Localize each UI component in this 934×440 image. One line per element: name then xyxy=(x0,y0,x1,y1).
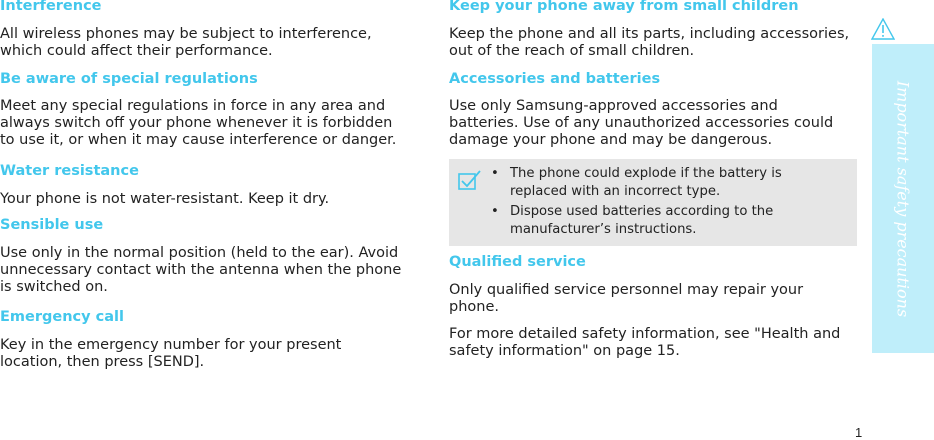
section-water xyxy=(0,163,139,180)
note-box xyxy=(449,159,857,246)
section-water-body xyxy=(0,191,329,208)
section-interference xyxy=(0,0,102,15)
section-heading: Accessories and batteries xyxy=(449,71,661,87)
sidebar-tab xyxy=(872,44,934,353)
note-line: manufacturer’s instructions. xyxy=(510,222,697,237)
body-line: safety information" on page 15. xyxy=(449,343,680,359)
section-regulations-body xyxy=(0,98,396,149)
body-line: batteries. Use of any unauthorized accessories could xyxy=(449,115,834,131)
body-line: damage your phone and may be dangerous. xyxy=(449,132,773,148)
body-line: Keep the phone and all its parts, including accessories, xyxy=(449,26,850,42)
section-heading: Water resistance xyxy=(0,163,139,179)
section-interference-body xyxy=(0,26,372,60)
section-sensible-body xyxy=(0,245,401,296)
section-heading: Interference xyxy=(0,0,102,14)
section-heading: Keep your phone away from small children xyxy=(449,0,799,14)
body-line: location, then press [SEND]. xyxy=(0,354,205,370)
body-line: is switched on. xyxy=(0,279,108,295)
note-line: The phone could explode if the battery is xyxy=(510,166,782,181)
section-heading: Be aware of special regulations xyxy=(0,71,258,87)
body-line: Use only Samsung-approved accessories and xyxy=(449,98,778,114)
sidebar-label: Important safety precautions xyxy=(893,80,913,317)
note-list xyxy=(491,165,851,241)
section-children xyxy=(449,0,799,15)
body-line: phone. xyxy=(449,299,499,315)
body-line: Key in the emergency number for your present xyxy=(0,337,342,353)
section-children-body xyxy=(449,26,849,60)
body-line: For more detailed safety information, see "Health and xyxy=(449,326,841,342)
warning-triangle-icon xyxy=(871,18,895,40)
body-line: Use only in the normal position (held to the ear). Avoid xyxy=(0,245,399,261)
section-heading: Qualified service xyxy=(449,254,586,270)
section-heading: Sensible use xyxy=(0,217,104,233)
section-heading: Emergency call xyxy=(0,309,124,325)
section-qualified xyxy=(449,254,586,271)
more-info xyxy=(449,326,840,360)
body-line: Your phone is not water-resistant. Keep it dry. xyxy=(0,191,330,207)
note-item xyxy=(491,203,851,239)
section-accessories xyxy=(449,71,660,88)
body-line: out of the reach of small children. xyxy=(449,43,695,59)
section-regulations xyxy=(0,71,258,88)
section-emergency-body xyxy=(0,337,341,371)
bullet: • xyxy=(491,204,499,219)
note-line: Dispose used batteries according to the xyxy=(510,204,774,219)
body-line: Only qualified service personnel may repair your xyxy=(449,282,804,298)
section-sensible xyxy=(0,217,103,234)
section-qualified-body xyxy=(449,282,803,316)
bullet: • xyxy=(491,166,499,181)
note-item xyxy=(491,165,851,201)
page-number: 1 xyxy=(855,425,863,440)
body-line: All wireless phones may be subject to interference, xyxy=(0,26,372,42)
body-line: which could affect their performance. xyxy=(0,43,273,59)
note-line: replaced with an incorrect type. xyxy=(510,184,721,199)
checkbox-icon xyxy=(458,169,482,191)
section-emergency xyxy=(0,309,124,326)
section-accessories-body xyxy=(449,98,833,149)
body-line: always switch off your phone whenever it is forbidden xyxy=(0,115,393,131)
body-line: unnecessary contact with the antenna when the phone xyxy=(0,262,402,278)
body-line: Meet any special regulations in force in any area and xyxy=(0,98,386,114)
body-line: to use it, or when it may cause interference or danger. xyxy=(0,132,397,148)
